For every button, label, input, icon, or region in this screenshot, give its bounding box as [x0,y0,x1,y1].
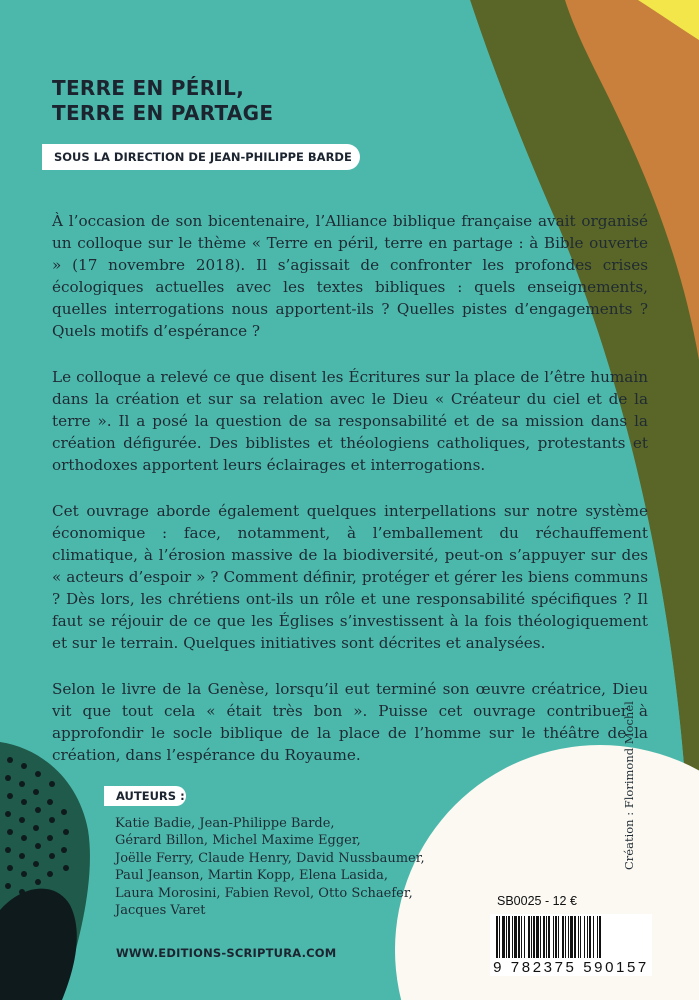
barcode-bar [562,916,564,958]
authors-line: Joëlle Ferry, Claude Henry, David Nussbaumer, [115,850,425,866]
authors-line: Paul Jeanson, Martin Kopp, Elena Lasida, [115,868,389,884]
barcode-bar [553,916,554,958]
isbn-barcode [490,914,652,974]
barcode-bar [512,916,513,958]
barcode-bar [533,916,535,958]
authors-line: Gérard Billon, Michel Maxime Egger, [115,833,361,849]
barcode-bar [502,916,505,958]
barcode-bar [514,916,517,958]
barcode-bars [492,916,650,958]
authors-line: Laura Morosini, Fabien Revol, Otto Schaefer, [115,885,413,901]
barcode-bar [565,916,566,958]
barcode-bar [506,916,507,958]
barcode-bar [531,916,532,958]
authors-label: AUTEURS : [104,786,186,806]
barcode-bar [528,916,530,958]
barcode-bar [496,916,498,958]
barcode-bar [599,916,601,958]
barcode-bar [584,916,585,958]
blurb-paragraph-3: Cet ouvrage aborde également quelques interpellations sur notre système économique : face, notamment, à l’emballement du réchauffement climatique, à l’érosion massive de la biodiversité, peut-on s’appuyer sur des « acteurs d’espoir » ? Comment définir, protéger et gérer les biens communs ? Dès lors, les chrétiens ont-ils un rôle et une responsabilité spécifiques ? Il faut se réjouir de ce que les Églises s’investissent à la fois théologiquement et sur le terrain. Quelques initiatives sont décrites et analysées. [52,502,648,652]
barcode-bar [546,916,547,958]
barcode-bar [518,916,520,958]
blurb-text [52,210,648,790]
design-credit: Création : Florimond Mochel [622,701,636,870]
book-title-line-2: TERRE EN PARTAGE [52,101,274,125]
barcode-bar [597,916,598,958]
authors-line: Katie Badie, Jean-Philippe Barde, [115,816,335,831]
authors-list [115,815,425,919]
black-leaf [0,889,77,1000]
barcode-bar [521,916,522,958]
barcode-bar [548,916,550,958]
blurb-paragraph-2: Le colloque a relevé ce que disent les Écritures sur la place de l’être humain dans la création et sur sa relation avec le Dieu « Créateur du ciel et de la terre ». Il a posé la question de sa responsabilité et de sa mission dans la création défigurée. Des biblistes et théologiens catholiques, protestants et orthodoxes apportent leurs éclairages et interrogations. [52,368,648,474]
barcode-bar [536,916,539,958]
book-title-line-1: TERRE EN PÉRIL, [52,76,245,100]
barcode-bar [524,916,525,958]
publisher-website: WWW.EDITIONS-SCRIPTURA.COM [116,946,337,960]
barcode-bar [580,916,581,958]
barcode-bar [540,916,541,958]
blurb-paragraph-1: À l’occasion de son bicentenaire, l’Alliance biblique française avait organisé un colloque sur le thème « Terre en péril, terre en partage : à Bible ouverte » (17 novembre 2018). Il s’agissait de confronter les profondes crises écologiques actuelles avec les textes bibliques : quels enseignements, quelles interrogations nous apportent-ils ? Quelles pistes d’engagements ? Quels motifs d’espérance ? [52,212,648,340]
editor-banner: SOUS LA DIRECTION DE JEAN-PHILIPPE BARDE [42,144,360,170]
barcode-bar [555,916,557,958]
barcode-bar [578,916,579,958]
price-label: SB0025 - 12 € [497,894,577,908]
barcode-bar [593,916,594,958]
blurb-paragraph-4: Selon le livre de la Genèse, lorsqu’il eut terminé son œuvre créatrice, Dieu vit que tout cela « était très bon ». Puisse cet ouvrage contribuer à approfondir le socle biblique de la place de l’homme sur le théâtre de la création, dans l’espérance du Royaume. [52,680,648,764]
isbn-digits: 9 782375 590157 [490,959,652,976]
barcode-bar [568,916,569,958]
book-title [52,76,273,126]
barcode-bar [574,916,576,958]
authors-line: Jacques Varet [115,903,206,919]
barcode-bar [499,916,500,958]
barcode-bar [543,916,545,958]
barcode-bar [558,916,559,958]
barcode-bar [508,916,510,958]
barcode-bar [589,916,591,958]
barcode-bar [570,916,573,958]
barcode-bar [587,916,588,958]
